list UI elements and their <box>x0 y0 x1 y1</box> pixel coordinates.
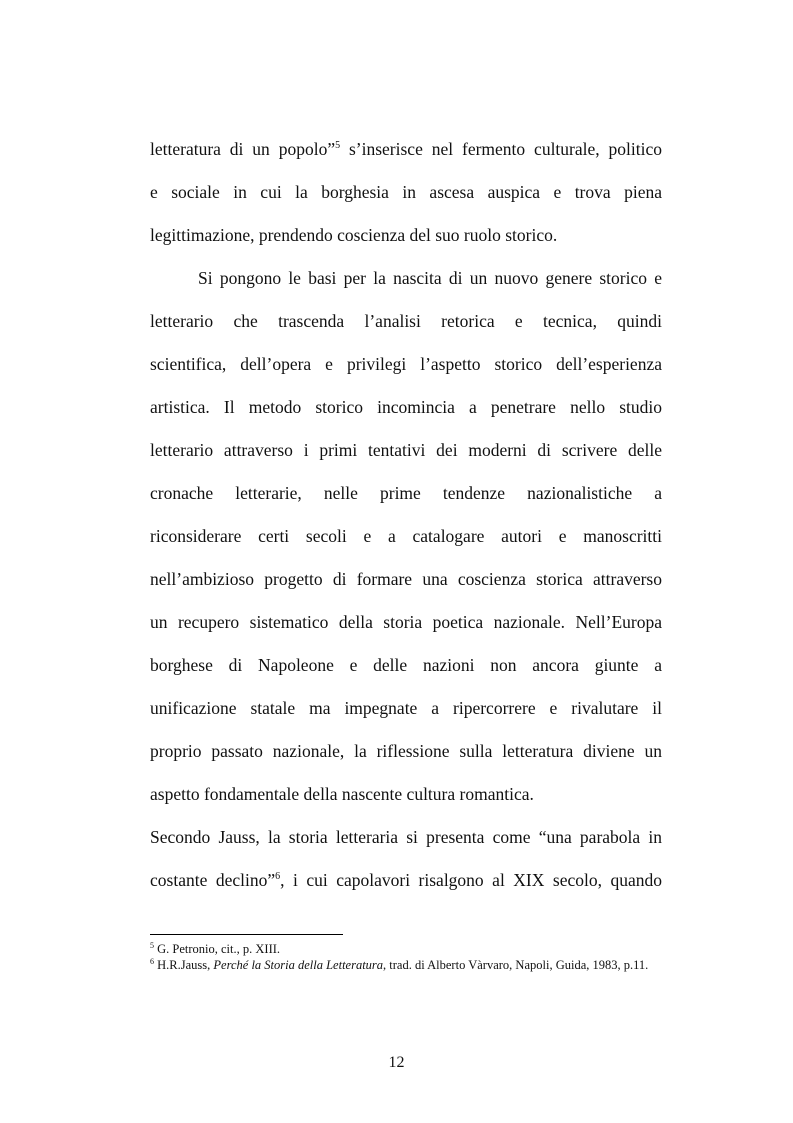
text-line: letterario che trascenda l’analisi retorica e tecnica, quindi <box>150 311 662 331</box>
footnote-divider <box>150 934 343 935</box>
footnotes <box>150 934 662 973</box>
text-line: artistica. Il metodo storico incomincia a penetrare nello studio <box>150 397 662 417</box>
paragraph-1 <box>150 128 662 257</box>
footnote-ref-5[interactable]: 5 <box>335 140 341 151</box>
text-line: letterario attraverso i primi tentativi dei moderni di scrivere delle <box>150 440 662 460</box>
text-line: unificazione statale ma impegnate a ripercorrere e rivalutare il <box>150 698 662 718</box>
text-line: letteratura di un popolo”$^5$ s’inserisce nel fermento culturale, politico <box>150 139 662 159</box>
text-line: nell’ambizioso progetto di formare una coscienza storica attraverso <box>150 569 662 589</box>
text-line: Si pongono le basi per la nascita di un nuovo genere storico e <box>198 268 662 288</box>
text-line: Secondo Jauss, la storia letteraria si presenta come “una parabola in <box>150 827 662 847</box>
footnote-5: $^5$ G. Petronio, cit., p. XIII. <box>150 941 281 956</box>
paragraph-3 <box>150 816 662 902</box>
paragraph-2 <box>150 257 662 816</box>
text-line: un recupero sistematico della storia poetica nazionale. Nell’Europa <box>150 612 662 632</box>
footnote-6: $^6$ H.R.Jauss, Perché la Storia della Letteratura, trad. di Alberto Vàrvaro, Napoli, Guida, 1983, p.11. <box>150 957 649 972</box>
page-number: 12 <box>388 1054 405 1071</box>
footnote-ref-6[interactable]: 6 <box>275 871 281 882</box>
text-line: legittimazione, prendendo coscienza del suo ruolo storico. <box>150 225 558 245</box>
body-text <box>150 128 662 902</box>
text-line: proprio passato nazionale, la riflessione sulla letteratura diviene un <box>150 741 662 761</box>
text-line: e sociale in cui la borghesia in ascesa auspica e trova piena <box>150 182 662 202</box>
text-line: riconsiderare certi secoli e a catalogare autori e manoscritti <box>150 526 662 546</box>
text-line: cronache letterarie, nelle prime tendenze nazionalistiche a <box>150 483 662 503</box>
text-line: aspetto fondamentale della nascente cultura romantica. <box>150 784 534 804</box>
text-line: scientifica, dell’opera e privilegi l’aspetto storico dell’esperienza <box>150 354 662 374</box>
text-line: costante declino”$^6$, i cui capolavori risalgono al XIX secolo, quando <box>150 870 662 890</box>
text-line: borghese di Napoleone e delle nazioni non ancora giunte a <box>150 655 662 675</box>
